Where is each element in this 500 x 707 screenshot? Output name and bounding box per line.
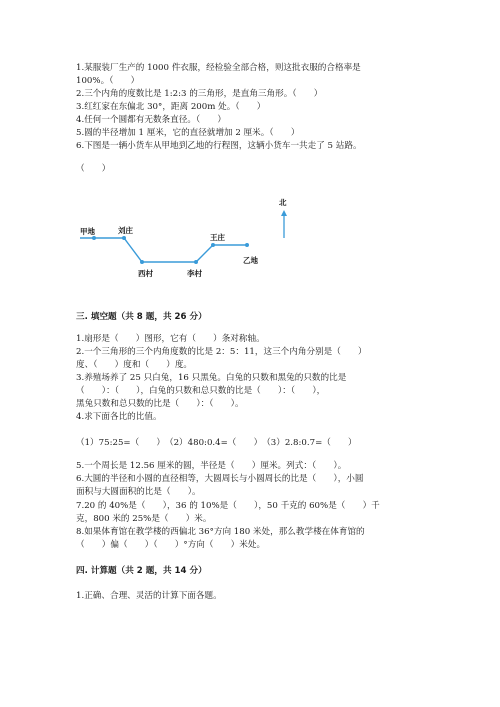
question-1-line-1: 1.某服装厂生产的 1000 件衣服，经检验全部合格，则这批衣服的合格率是 bbox=[76, 63, 361, 73]
station-label-jiadi: 甲地 bbox=[80, 227, 95, 236]
fill-q3-line-3: 黑兔只数和总只数的比是（ ）：（ ）。 bbox=[76, 399, 244, 409]
fill-q7-line-1: 7.20 的 40%是（ ），36 的 10%是（ ），50 千克的 60%是（ ）千 bbox=[76, 501, 380, 511]
station-dot-liuzhuang bbox=[122, 236, 126, 240]
fill-q4-items: （1）75:25=（ ） （2）480:0.4=（ ） （3）2.8:0.7=（ ） bbox=[76, 438, 357, 448]
north-arrow-icon bbox=[281, 210, 287, 238]
fill-q1: 1.扇形是（ ）图形，它有（ ）条对称轴。 bbox=[76, 334, 265, 344]
fill-q8-line-1: 8.如果体育馆在教学楼的西偏北 36°方向 180 米处，那么教学楼在体育馆的 bbox=[76, 527, 365, 537]
question-1-line-2: 100%。（ ） bbox=[76, 76, 140, 86]
question-6-line-1: 6.下图是一辆小货车从甲地到乙地的行程图，这辆小货车一共走了 5 站路。 bbox=[76, 141, 362, 151]
station-dot-wangzhuang bbox=[211, 243, 215, 247]
station-dot-xicun bbox=[140, 260, 144, 264]
route-dots bbox=[92, 236, 249, 264]
question-3: 3.红红家在东偏北 30°，距离 200m 处。（ ） bbox=[76, 102, 266, 112]
station-dot-yidi bbox=[245, 243, 249, 247]
station-label-licun: 李村 bbox=[187, 269, 202, 278]
route-map bbox=[0, 0, 500, 290]
fill-q2-line-2: 度、（ ）度和（ ）度。 bbox=[76, 360, 193, 370]
station-label-wangzhuang: 王庄 bbox=[210, 233, 225, 242]
north-label: 北 bbox=[279, 198, 287, 207]
question-4: 4.任何一个圆都有无数条直径。（ ） bbox=[76, 115, 226, 125]
station-dot-jiadi bbox=[92, 236, 96, 240]
station-label-yidi: 乙地 bbox=[243, 256, 258, 265]
fill-q8-line-2: （ ）偏（ ）（ ）°方向（ ）米处。 bbox=[76, 540, 266, 550]
question-5: 5.圆的半径增加 1 厘米，它的直径就增加 2 厘米。（ ） bbox=[76, 128, 300, 138]
fill-q6-line-1: 6.大圆的半径和小圆的直径相等，大圆周长与小圆周长的比是（ ），小圆 bbox=[76, 474, 364, 484]
fill-heading: 三. 填空题（共 8 题，共 26 分） bbox=[76, 312, 207, 322]
station-label-liuzhuang: 刘庄 bbox=[118, 226, 133, 235]
fill-q6-line-2: 面积与大圆面积的比是（ ）。 bbox=[76, 487, 201, 497]
question-2: 2.三个内角的度数比是 1:2:3 的三角形，是直角三角形。（ ） bbox=[76, 89, 323, 99]
fill-q4: 4.求下面各比的比值。 bbox=[76, 412, 162, 422]
question-6-answer: （ ） bbox=[76, 164, 111, 174]
calc-q1: 1.正确、合理、灵活的计算下面各题。 bbox=[76, 591, 222, 601]
fill-q2-line-1: 2.一个三角形的三个内角度数的比是 2：5：11，这三个内角分别是（ ） bbox=[76, 347, 367, 357]
station-dot-licun bbox=[194, 260, 198, 264]
fill-q7-line-2: 克，800 米的 25%是（ ）米。 bbox=[76, 514, 212, 524]
fill-q3-line-2: （ ）：（ ），白兔的只数和总只数的比是（ ）：（ ）， bbox=[76, 386, 326, 396]
station-label-xicun: 西村 bbox=[138, 269, 153, 278]
fill-q3-line-1: 3.养殖场养了 25 只白兔，16 只黑兔。白兔的只数和黑兔的只数的比是 bbox=[76, 373, 347, 383]
fill-q5: 5.一个周长是 12.56 厘米的圆，半径是（ ）厘米。列式：（ ）。 bbox=[76, 461, 347, 471]
calc-heading: 四. 计算题（共 2 题，共 14 分） bbox=[76, 566, 207, 576]
